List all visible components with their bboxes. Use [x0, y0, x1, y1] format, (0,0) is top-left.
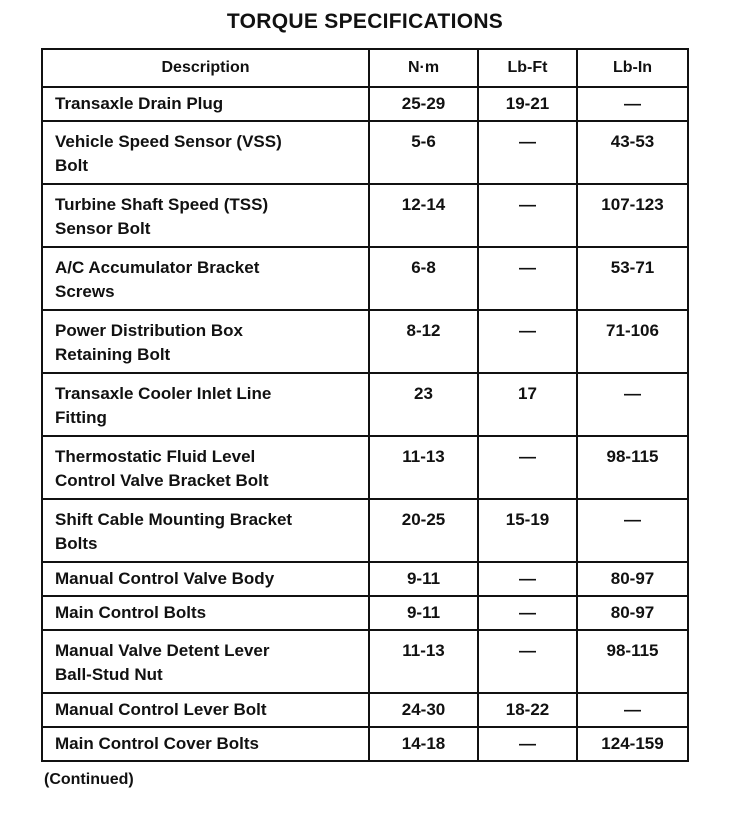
cell-nm: 9-11 [369, 596, 478, 630]
cell-nm: 14-18 [369, 727, 478, 761]
description-line: Bolts [55, 534, 98, 553]
cell-description [42, 630, 369, 693]
cell-nm: 8-12 [369, 310, 478, 373]
table-row [42, 87, 688, 121]
torque-spec-table [41, 48, 689, 762]
cell-description [42, 121, 369, 184]
table-row [42, 562, 688, 596]
table-row [42, 184, 688, 247]
cell-description [42, 373, 369, 436]
table-row [42, 247, 688, 310]
cell-description [42, 436, 369, 499]
cell-nm: 20-25 [369, 499, 478, 562]
description-line: A/C Accumulator Bracket [55, 258, 260, 277]
cell-nm: 11-13 [369, 630, 478, 693]
cell-lb-ft: — [478, 121, 577, 184]
description-line: Thermostatic Fluid Level [55, 447, 256, 466]
cell-description [42, 310, 369, 373]
cell-nm: 9-11 [369, 562, 478, 596]
description-line: Transaxle Cooler Inlet Line [55, 384, 272, 403]
cell-lb-in: — [577, 373, 688, 436]
table-row [42, 373, 688, 436]
description-line: Manual Control Lever Bolt [55, 700, 267, 719]
description-line: Main Control Cover Bolts [55, 734, 260, 753]
table-row [42, 693, 688, 727]
header-lb-ft: Lb-Ft [478, 49, 577, 87]
cell-lb-in: 124-159 [577, 727, 688, 761]
description-line: Shift Cable Mounting Bracket [55, 510, 293, 529]
description-line: Screws [55, 282, 115, 301]
cell-lb-ft: 17 [478, 373, 577, 436]
cell-lb-in: 53-71 [577, 247, 688, 310]
cell-lb-in: 43-53 [577, 121, 688, 184]
description-line: Control Valve Bracket Bolt [55, 471, 269, 490]
description-line: Fitting [55, 408, 107, 427]
description-line: Retaining Bolt [55, 345, 171, 364]
table-row [42, 310, 688, 373]
table-row [42, 499, 688, 562]
description-line: Manual Valve Detent Lever [55, 641, 270, 660]
cell-lb-in: 98-115 [577, 630, 688, 693]
table-body [42, 87, 688, 761]
description-line: Vehicle Speed Sensor (VSS) [55, 132, 282, 151]
table-header-row [42, 49, 688, 87]
cell-lb-ft: — [478, 247, 577, 310]
cell-lb-in: — [577, 693, 688, 727]
page-title: TORQUE SPECIFICATIONS [226, 10, 504, 33]
cell-lb-ft: 19-21 [478, 87, 577, 121]
cell-description [42, 184, 369, 247]
table-row [42, 121, 688, 184]
cell-lb-ft: — [478, 184, 577, 247]
table-row [42, 727, 688, 761]
cell-lb-in: 71-106 [577, 310, 688, 373]
cell-lb-ft: — [478, 436, 577, 499]
cell-description [42, 693, 369, 727]
cell-nm: 25-29 [369, 87, 478, 121]
cell-description [42, 596, 369, 630]
header-lb-in: Lb-In [577, 49, 688, 87]
cell-lb-ft: — [478, 596, 577, 630]
header-description: Description [42, 49, 369, 87]
cell-description [42, 247, 369, 310]
description-line: Sensor Bolt [55, 219, 151, 238]
cell-description [42, 727, 369, 761]
description-line: Manual Control Valve Body [55, 569, 275, 588]
cell-lb-in: — [577, 87, 688, 121]
cell-lb-in: 107-123 [577, 184, 688, 247]
cell-lb-ft: — [478, 727, 577, 761]
cell-nm: 12-14 [369, 184, 478, 247]
cell-lb-ft: — [478, 310, 577, 373]
cell-lb-ft: — [478, 562, 577, 596]
description-line: Transaxle Drain Plug [55, 94, 224, 113]
cell-lb-in: — [577, 499, 688, 562]
cell-lb-ft: — [478, 630, 577, 693]
cell-nm: 23 [369, 373, 478, 436]
cell-lb-in: 98-115 [577, 436, 688, 499]
description-line: Ball-Stud Nut [55, 665, 163, 684]
table-row [42, 596, 688, 630]
cell-nm: 24-30 [369, 693, 478, 727]
cell-description [42, 499, 369, 562]
description-line: Bolt [55, 156, 89, 175]
header-nm: N·m [369, 49, 478, 87]
description-line: Power Distribution Box [55, 321, 243, 340]
cell-lb-ft: 15-19 [478, 499, 577, 562]
description-line: Main Control Bolts [55, 603, 207, 622]
cell-lb-in: 80-97 [577, 596, 688, 630]
cell-nm: 5-6 [369, 121, 478, 184]
table-row [42, 436, 688, 499]
description-line: Turbine Shaft Speed (TSS) [55, 195, 269, 214]
cell-nm: 6-8 [369, 247, 478, 310]
cell-lb-in: 80-97 [577, 562, 688, 596]
table-row [42, 630, 688, 693]
continued-note: (Continued) [44, 771, 134, 788]
cell-description [42, 562, 369, 596]
cell-lb-ft: 18-22 [478, 693, 577, 727]
cell-nm: 11-13 [369, 436, 478, 499]
cell-description [42, 87, 369, 121]
